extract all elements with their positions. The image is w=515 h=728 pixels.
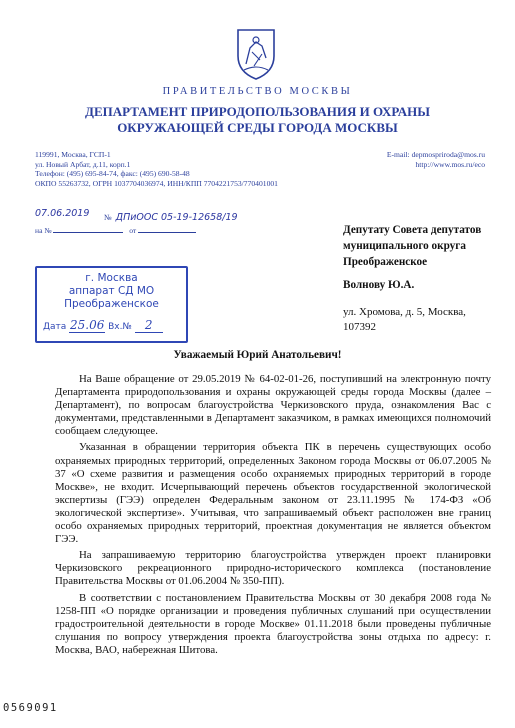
stamp-num-label: Вх.№ [108, 322, 132, 332]
recipient-address-line: ул. Хромова, д. 5, Москва, [343, 306, 466, 318]
from-label: от [129, 226, 137, 235]
letter-paragraph: На Ваше обращение от 29.05.2019 № 64-02-01-26, поступивший на электронную почту Департамента природопользования и охраны окружающей среды города Москвы (далее – Департамент), по вопросам благоустройства Черкизовского пруда, ознакомления Вас с документами, представленными в Департамент заказчиком, в рамках имеющихся полномочий сообщаем следующее. [55, 373, 491, 438]
stamp-line: Преображенское [64, 298, 159, 310]
recipient-line: Преображенское [343, 256, 428, 268]
department-address [35, 150, 278, 188]
letter-paragraph: На запрашиваемую территорию благоустройства утвержден проект планировки Черкизовского рекреационного природно-исторического комплекса (постановление Правительства Москвы от 01.06.2004 № 350-ПП). [55, 549, 491, 588]
recipient-address [343, 305, 493, 335]
government-heading: ПРАВИТЕЛЬСТВО МОСКВЫ [162, 86, 353, 97]
recipient-title [343, 222, 481, 270]
department-line-2: ОКРУЖАЮЩЕЙ СРЕДЫ ГОРОДА МОСКВЫ [117, 120, 398, 135]
website: http://www.mos.ru/eco [415, 159, 485, 169]
department-heading [0, 104, 515, 136]
moscow-coat-of-arms-icon [232, 26, 280, 82]
address-line: ОКПО 55263732, ОГРН 1037704036974, ИНН/КПП 7704221753/770401001 [35, 178, 278, 188]
letter-paragraph: В соответствии с постановлением Правительства Москвы от 30 декабря 2008 года № 1258-ПП «О порядке организации и проведения публичных слушаний при осуществлении градостроительной деятельности в городе Москве» 01.11.2018 были проведены публичные слушания по вопросу утверждения проекта благоустройства зоны отдыха по адресу: г. Москва, ВАО, набережная Шитова. [55, 591, 491, 656]
greeting: Уважаемый Юрий Анатольевич! [173, 349, 342, 361]
stamp-line: аппарат СД МО [68, 285, 155, 297]
department-line-1: ДЕПАРТАМЕНТ ПРИРОДОПОЛЬЗОВАНИЯ И ОХРАНЫ [85, 104, 430, 119]
stamp-date-value: 25.06 [70, 318, 105, 332]
letter-paragraph: Указанная в обращении территория объекта ПК в перечень существующих особо охраняемых природных территорий, определенных Законом города Москвы от 06.07.2005 № 37 «О схеме развития и размещения особо охраняемых природных территорий в городе Москве», не входит. Исчерпывающий перечень объектов государственной экологической экспертизы (ГЭЭ) определен Федеральным законом от 23.11.1995 № 174-ФЗ «Об экологической экспертизе». Учитывая, что запрашиваемый объект расположен вне границ особо охраняемых природных территорий, проектная документация не является объектом ГЭЭ. [55, 441, 491, 546]
on-label: на № [35, 226, 52, 235]
number-sign: № [104, 213, 112, 222]
email: E-mail: depmospriroda@mos.ru [386, 150, 485, 159]
recipient-line: Депутату Совета депутатов [343, 224, 482, 236]
registration-date: 07.06.2019 [35, 208, 90, 219]
registration-number [104, 207, 238, 225]
from-field [138, 232, 196, 233]
address-line: 119991, Москва, ГСП-1 [35, 150, 111, 159]
stamp-line: г. Москва [85, 272, 138, 284]
recipient-address-line: 107392 [343, 321, 376, 333]
incoming-stamp [35, 266, 188, 343]
recipient-name: Волнову Ю.А. [343, 279, 415, 291]
on-field [53, 232, 123, 233]
letter-body [55, 373, 491, 660]
department-contacts [387, 150, 485, 169]
registration-number-value: ДПиООС 05-19-12658/19 [115, 212, 238, 223]
address-line: Телефон: (495) 695-84-74, факс: (495) 690-58-48 [35, 169, 190, 179]
address-line: ул. Новый Арбат, д.11, корп.1 [35, 159, 131, 169]
stamp-date-row [43, 319, 163, 334]
stamp-num-value: 2 [135, 319, 163, 333]
stamp-date-label: Дата [43, 322, 67, 332]
recipient-line: муниципального округа [343, 240, 466, 252]
barcode-number: 0569091 [3, 702, 58, 714]
reference-line [35, 226, 196, 235]
